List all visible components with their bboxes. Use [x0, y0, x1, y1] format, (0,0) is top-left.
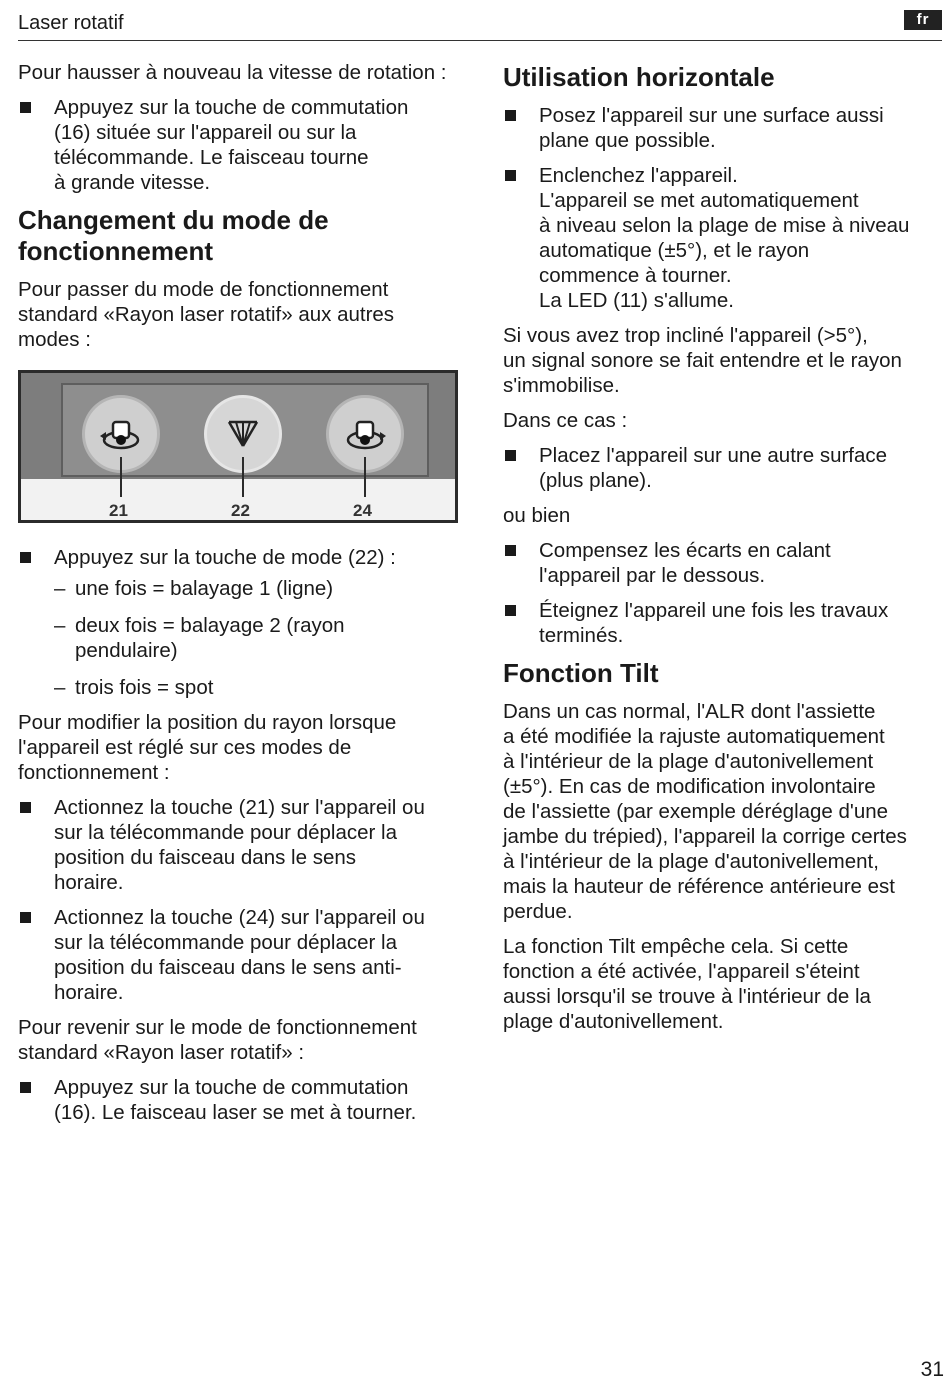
- text-line: aussi lorsqu'il se trouve à l'intérieur de la: [503, 985, 871, 1008]
- text-line: à grande vitesse.: [54, 171, 211, 194]
- intro-paragraph: Pour hausser à nouveau la vitesse de rotation :: [18, 61, 447, 84]
- heading-line: Changement du mode de: [18, 205, 329, 235]
- bullet-compensate: [503, 538, 943, 588]
- page-number: 31: [920, 1358, 944, 1381]
- text-line: l'appareil par le dessous.: [539, 564, 766, 587]
- text-line: commence à tourner.: [539, 264, 732, 287]
- text-line: Actionnez la touche (24) sur l'appareil ou: [54, 906, 425, 929]
- control-panel-figure: [18, 370, 458, 523]
- text-line: Si vous avez trop incliné l'appareil (>5°),: [503, 324, 868, 347]
- text-line: modes :: [18, 328, 91, 351]
- text-line: Appuyez sur la touche de commutation: [54, 1076, 409, 1099]
- text-line: fonction a été activée, l'appareil s'éteint: [503, 960, 860, 983]
- dash-item: [54, 576, 460, 601]
- text-line: Actionnez la touche (21) sur l'appareil ou: [54, 796, 425, 819]
- text-line: terminés.: [539, 624, 624, 647]
- text-line: une fois = balayage 1 (ligne): [75, 577, 334, 600]
- text-line: télécommande. Le faisceau tourne: [54, 146, 369, 169]
- text-line: L'appareil se met automatiquement: [539, 189, 859, 212]
- tilt-warning-paragraph: [503, 323, 943, 398]
- text-line: Pour revenir sur le mode de fonctionnement: [18, 1016, 417, 1039]
- text-line: pendulaire): [75, 639, 178, 662]
- text-line: à l'intérieur de la plage d'autonivellement,: [503, 850, 879, 873]
- bullet-place-device: [503, 103, 943, 153]
- bullet-list: [503, 103, 943, 313]
- bullet-list: [503, 538, 943, 648]
- dash-item: [54, 675, 460, 700]
- text-line: l'appareil est réglé sur ces modes de: [18, 736, 352, 759]
- callout-label-21: 21: [109, 501, 128, 520]
- bullet-switch-speed: [18, 95, 460, 195]
- position-paragraph: [18, 710, 460, 785]
- text-line: (±5°). En cas de modification involontaire: [503, 775, 876, 798]
- tilt-paragraph-2: [503, 934, 943, 1034]
- bullet-key-24: [18, 905, 460, 1005]
- bullet-list: [18, 795, 460, 1005]
- text-line: de l'assiette (par exemple déréglage d'une: [503, 800, 889, 823]
- text-line: à l'intérieur de la plage d'autonivellement: [503, 750, 874, 773]
- text-line: horaire.: [54, 981, 124, 1004]
- running-header: Laser rotatif: [18, 12, 124, 34]
- header-divider: [18, 40, 942, 41]
- return-paragraph: [18, 1015, 460, 1065]
- text-line: un signal sonore se fait entendre et le rayon: [503, 349, 902, 372]
- text-line: position du faisceau dans le sens anti-: [54, 956, 402, 979]
- text-line: Pour passer du mode de fonctionnement: [18, 278, 389, 301]
- text-line: jambe du trépied), l'appareil la corrige certes: [503, 825, 907, 848]
- bullet-mode-key: [18, 545, 460, 700]
- text-line: La fonction Tilt empêche cela. Si cette: [503, 935, 849, 958]
- callout-line: [364, 457, 366, 497]
- text-line: fonctionnement :: [18, 761, 170, 784]
- text-line: sur la télécommande pour déplacer la: [54, 821, 397, 844]
- text-line: (plus plane).: [539, 469, 652, 492]
- text-line: (16) située sur l'appareil ou sur la: [54, 121, 357, 144]
- text-line: plage d'autonivellement.: [503, 1010, 724, 1033]
- text-line: Dans un cas normal, l'ALR dont l'assiette: [503, 700, 876, 723]
- text-line: – deux fois = balayage 2 (rayon: [75, 614, 345, 637]
- text-line: (16). Le faisceau laser se met à tourner.: [54, 1101, 417, 1124]
- bullet-other-surface: [503, 443, 943, 493]
- callout-line: [242, 457, 244, 497]
- callout-label-22: 22: [231, 501, 250, 520]
- language-badge: fr: [904, 10, 942, 30]
- or-paragraph: ou bien: [503, 504, 571, 527]
- tilt-paragraph-1: [503, 699, 943, 924]
- mode-intro-paragraph: [18, 277, 460, 352]
- section-heading-tilt: Fonction Tilt: [503, 658, 659, 688]
- section-heading-horizontal: Utilisation horizontale: [503, 62, 775, 92]
- bullet-list: [503, 443, 943, 493]
- dash-list: [54, 576, 460, 700]
- text-line: Pour modifier la position du rayon lorsque: [18, 711, 397, 734]
- text-line: trois fois = spot: [75, 676, 214, 699]
- callout-label-24: 24: [353, 501, 372, 520]
- text-line: sur la télécommande pour déplacer la: [54, 931, 397, 954]
- text-line: s'immobilise.: [503, 374, 620, 397]
- bullet-list: [18, 95, 460, 195]
- text-line: plane que possible.: [539, 129, 716, 152]
- text-line: horaire.: [54, 871, 124, 894]
- text-line: Compensez les écarts en calant: [539, 539, 831, 562]
- text-line: Enclenchez l'appareil.: [539, 164, 738, 187]
- text-line: à niveau selon la plage de mise à niveau: [539, 214, 910, 237]
- right-column: [503, 60, 943, 1044]
- text-line: mais la hauteur de référence antérieure est: [503, 875, 896, 898]
- text-line: standard «Rayon laser rotatif» :: [18, 1041, 305, 1064]
- text-line: Éteignez l'appareil une fois les travaux: [539, 599, 889, 622]
- bullet-list: [18, 545, 460, 700]
- bullet-key-21: [18, 795, 460, 895]
- text-line: La LED (11) s'allume.: [539, 289, 734, 312]
- bullet-switch-off: [503, 598, 943, 648]
- text-line: Appuyez sur la touche de commutation: [54, 96, 409, 119]
- dash-item: [54, 613, 460, 663]
- text-line: standard «Rayon laser rotatif» aux autres: [18, 303, 395, 326]
- bullet-switch-rotate: [18, 1075, 460, 1125]
- bullet-list: [18, 1075, 460, 1125]
- text-line: position du faisceau dans le sens: [54, 846, 357, 869]
- text-line: automatique (±5°), et le rayon: [539, 239, 810, 262]
- text-line: a été modifiée la rajuste automatiquement: [503, 725, 885, 748]
- section-heading-mode-change: [18, 205, 460, 267]
- text-line: Placez l'appareil sur une autre surface: [539, 444, 888, 467]
- text-line: Posez l'appareil sur une surface aussi: [539, 104, 884, 127]
- callout-line: [120, 457, 122, 497]
- text-line: Appuyez sur la touche de mode (22) :: [54, 546, 396, 569]
- text-line: perdue.: [503, 900, 573, 923]
- in-this-case-paragraph: Dans ce cas :: [503, 409, 628, 432]
- left-column: [18, 60, 460, 1135]
- heading-line: fonctionnement: [18, 236, 213, 266]
- bullet-switch-on: [503, 163, 943, 313]
